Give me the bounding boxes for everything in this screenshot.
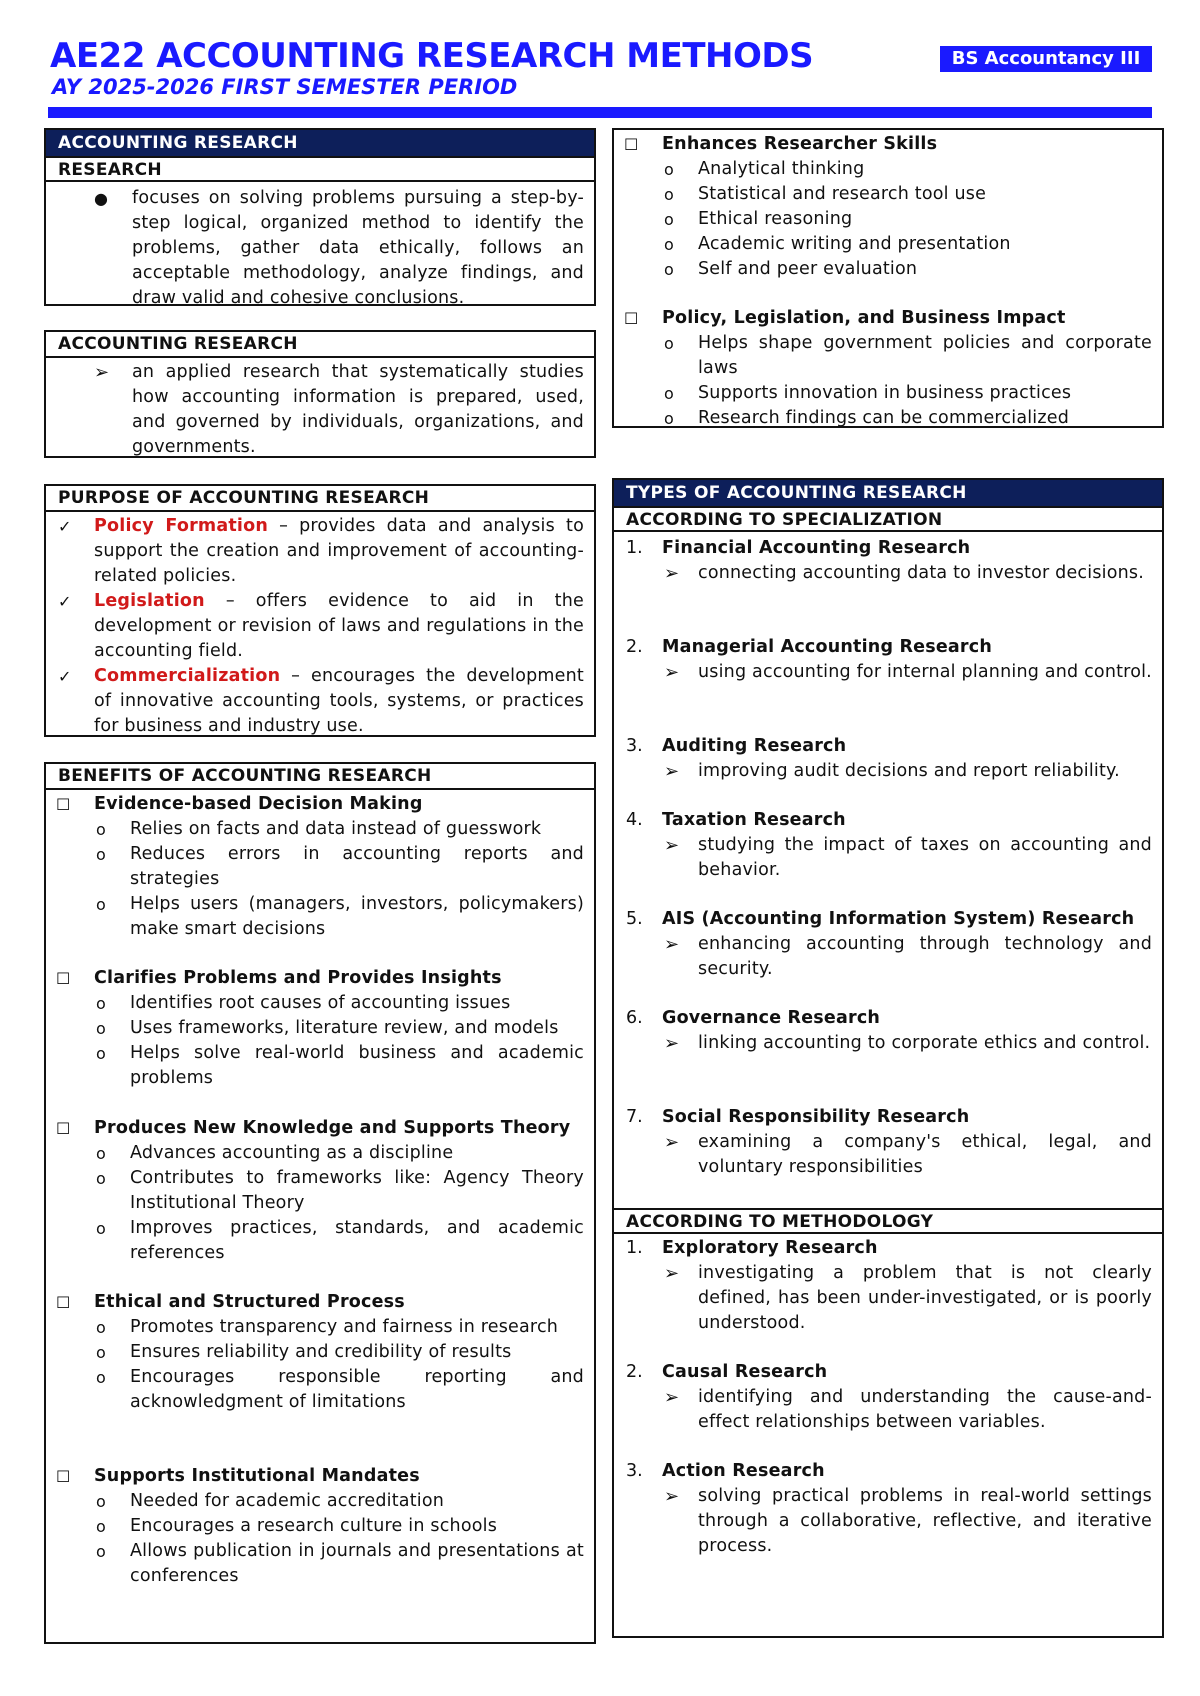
circle-bullet-icon: o [96, 1019, 106, 1038]
purpose-term: Legislation [94, 591, 205, 611]
purpose-text: – offers evidence to aid in the development or revision of laws and regulations in the accounting field. [94, 591, 584, 661]
list-item: o Helps solve real-world business and academic problems [96, 1043, 584, 1088]
circle-bullet-icon: o [96, 1044, 106, 1063]
specialization-item [614, 1006, 1162, 1056]
circle-bullet-icon: o [664, 235, 674, 254]
subsection-label: ACCOUNTING RESEARCH [46, 332, 594, 358]
circle-bullet-icon: o [96, 1517, 106, 1536]
section-header: ACCOUNTING RESEARCH [46, 130, 594, 156]
methodology-item [614, 1459, 1162, 1559]
circle-bullet-icon: o [96, 845, 106, 864]
benefit-title: Supports Institutional Mandates [94, 1466, 420, 1486]
list-item: o Identifies root causes of accounting issues [130, 991, 584, 1016]
circle-bullet-icon: o [96, 895, 106, 914]
purpose-item [58, 514, 584, 589]
box-bullet-icon: ☐ [624, 309, 639, 328]
item-number: 1. [626, 538, 643, 558]
item-title: Financial Accounting Research [662, 538, 971, 558]
methodology-item [614, 1360, 1162, 1435]
circle-bullet-icon: o [96, 1169, 106, 1188]
item-title: Causal Research [662, 1362, 828, 1382]
circle-bullet-icon: o [96, 1318, 106, 1337]
circle-bullet-icon: o [96, 1492, 106, 1511]
subsection-label: ACCORDING TO SPECIALIZATION [614, 506, 1162, 532]
circle-bullet-icon: o [96, 1219, 106, 1238]
item-number: 2. [626, 637, 643, 657]
purpose-text: – encourages the development of innovative accounting tools, systems, or practices for business and industry use. [94, 666, 584, 736]
purpose-box [44, 484, 596, 737]
list-item: o Encourages responsible reporting and acknowledgment of limitations [96, 1367, 584, 1412]
item-number: 3. [626, 736, 643, 756]
item-title: Governance Research [662, 1008, 881, 1028]
specialization-item [614, 1105, 1162, 1180]
list-item: ➢ investigating a problem that is not clearly defined, has been under-investigated, or is poorly understood. [664, 1263, 1152, 1333]
list-item: o Relies on facts and data instead of guesswork [130, 817, 584, 842]
purpose-item [58, 589, 584, 664]
list-item: o Advances accounting as a discipline [130, 1141, 584, 1166]
circle-bullet-icon: o [664, 185, 674, 204]
list-item: o Encourages a research culture in schools [130, 1514, 584, 1539]
research-definition: focuses on solving problems pursuing a step-by-step logical, organized method to identify the problems, gather data ethically, follows an acceptable methodology, analyze findings, and draw valid and cohesive conclusions. [132, 188, 584, 308]
list-item: o Reduces errors in accounting reports and strategies [96, 844, 584, 889]
circle-bullet-icon: o [96, 1343, 106, 1362]
list-item [94, 186, 584, 311]
box-bullet-icon: ☐ [56, 969, 71, 988]
list-item: o Ensures reliability and credibility of results [130, 1340, 584, 1365]
subsection-label: ACCORDING TO METHODOLOGY [614, 1208, 1162, 1234]
list-item [94, 360, 584, 460]
item-number: 7. [626, 1107, 643, 1127]
list-item: o Supports innovation in business practices [698, 381, 1152, 406]
benefit-title: Produces New Knowledge and Supports Theory [94, 1118, 571, 1138]
item-title: Auditing Research [662, 736, 847, 756]
list-item: o Helps users (managers, investors, policymakers) make smart decisions [96, 894, 584, 939]
subsection-label: BENEFITS OF ACCOUNTING RESEARCH [46, 764, 594, 790]
circle-bullet-icon: o [664, 260, 674, 279]
item-title: Taxation Research [662, 810, 846, 830]
benefit-title: Enhances Researcher Skills [662, 134, 938, 154]
subsection-label: RESEARCH [46, 156, 594, 182]
item-number: 5. [626, 909, 643, 929]
list-item: o Promotes transparency and fairness in research [130, 1315, 584, 1340]
item-title: Action Research [662, 1461, 825, 1481]
box-bullet-icon: ☐ [56, 1293, 71, 1312]
arrow-bullet-icon: ➢ [664, 662, 680, 683]
arrow-bullet-icon: ➢ [664, 1387, 680, 1408]
list-item: o Statistical and research tool use [698, 182, 1152, 207]
methodology-section [614, 1208, 1162, 1234]
benefits-continued-box [612, 128, 1164, 428]
item-number: 3. [626, 1461, 643, 1481]
circle-bullet-icon: o [664, 334, 674, 353]
arrow-bullet-icon: ➢ [664, 835, 680, 856]
accounting-research-box [44, 128, 596, 306]
list-item: ➢ identifying and understanding the cause-and-effect relationships between variables. [664, 1387, 1152, 1432]
purpose-text: – provides data and analysis to support the creation and improvement of accounting-related policies. [94, 516, 584, 586]
circle-bullet-icon: o [96, 1144, 106, 1163]
list-item: ➢ using accounting for internal planning and control. [664, 662, 1152, 683]
list-item: o Improves practices, standards, and academic references [96, 1218, 584, 1263]
item-title: Exploratory Research [662, 1238, 878, 1258]
check-icon: ✓ [58, 667, 72, 686]
item-number: 6. [626, 1008, 643, 1028]
page-title: AE22 ACCOUNTING RESEARCH METHODS [50, 36, 814, 76]
item-title: Social Responsibility Research [662, 1107, 970, 1127]
specialization-item [614, 907, 1162, 982]
box-bullet-icon: ☐ [56, 1119, 71, 1138]
disc-bullet-icon: ● [94, 189, 108, 208]
item-title: AIS (Accounting Information System) Research [662, 909, 1135, 929]
section-header: TYPES OF ACCOUNTING RESEARCH [614, 480, 1162, 506]
benefit-group [614, 306, 1162, 431]
item-title: Managerial Accounting Research [662, 637, 992, 657]
list-item: ➢ linking accounting to corporate ethics and control. [664, 1033, 1151, 1054]
check-icon: ✓ [58, 592, 72, 611]
list-item: o Contributes to frameworks like: Agency Theory Institutional Theory [96, 1168, 584, 1213]
benefit-title: Evidence-based Decision Making [94, 794, 423, 814]
accounting-research-def-box [44, 330, 596, 458]
arrow-bullet-icon: ➢ [664, 563, 680, 584]
arrow-bullet-icon: ➢ [94, 362, 110, 383]
item-number: 2. [626, 1362, 643, 1382]
list-item: ➢ studying the impact of taxes on accounting and behavior. [664, 835, 1152, 880]
accounting-research-definition: an applied research that systematically studies how accounting information is prepared, used, and governed by individuals, organizations, and governments. [132, 362, 584, 457]
benefit-title: Clarifies Problems and Provides Insights [94, 968, 502, 988]
benefit-group [46, 1464, 594, 1589]
list-item: o Uses frameworks, literature review, and models [130, 1016, 584, 1041]
types-box [612, 478, 1164, 1638]
list-item: o Allows publication in journals and presentations at conferences [96, 1541, 584, 1586]
item-number: 1. [626, 1238, 643, 1258]
box-bullet-icon: ☐ [56, 1467, 71, 1486]
box-bullet-icon: ☐ [624, 135, 639, 154]
circle-bullet-icon: o [96, 1542, 106, 1561]
specialization-item [614, 635, 1162, 685]
list-item: o Analytical thinking [698, 157, 1152, 182]
list-item: ➢ examining a company's ethical, legal, and voluntary responsibilities [664, 1132, 1152, 1177]
subsection-label: PURPOSE OF ACCOUNTING RESEARCH [46, 486, 594, 512]
circle-bullet-icon: o [664, 160, 674, 179]
list-item: o Helps shape government policies and corporate laws [664, 333, 1152, 378]
benefit-group [46, 792, 594, 942]
benefit-group [46, 966, 594, 1091]
arrow-bullet-icon: ➢ [664, 1033, 680, 1054]
benefits-box [44, 762, 596, 1644]
list-item: ➢ enhancing accounting through technology and security. [664, 934, 1152, 979]
list-item: o Self and peer evaluation [698, 257, 1152, 282]
circle-bullet-icon: o [664, 210, 674, 229]
page-subtitle: AY 2025-2026 FIRST SEMESTER PERIOD [52, 75, 518, 99]
list-item: ➢ improving audit decisions and report reliability. [664, 761, 1120, 782]
arrow-bullet-icon: ➢ [664, 934, 680, 955]
box-bullet-icon: ☐ [56, 795, 71, 814]
header-rule [48, 107, 1152, 118]
benefit-group [46, 1116, 594, 1266]
specialization-item [614, 808, 1162, 883]
arrow-bullet-icon: ➢ [664, 1263, 680, 1284]
purpose-item [58, 664, 584, 739]
circle-bullet-icon: o [96, 820, 106, 839]
methodology-item [614, 1236, 1162, 1336]
item-number: 4. [626, 810, 643, 830]
arrow-bullet-icon: ➢ [664, 1132, 680, 1153]
list-item: ➢ connecting accounting data to investor decisions. [664, 563, 1144, 584]
list-item: o Needed for academic accreditation [130, 1489, 584, 1514]
circle-bullet-icon: o [664, 384, 674, 403]
specialization-item [614, 536, 1162, 586]
list-item: ➢ solving practical problems in real-world settings through a collaborative, reflective, and iterative process. [664, 1486, 1152, 1556]
specialization-item [614, 734, 1162, 784]
circle-bullet-icon: o [664, 409, 674, 428]
circle-bullet-icon: o [96, 994, 106, 1013]
check-icon: ✓ [58, 517, 72, 536]
list-item: o Research findings can be commercialized [698, 406, 1152, 431]
purpose-term: Commercialization [94, 666, 281, 686]
benefit-title: Ethical and Structured Process [94, 1292, 405, 1312]
benefit-title: Policy, Legislation, and Business Impact [662, 308, 1066, 328]
list-item: o Academic writing and presentation [698, 232, 1152, 257]
circle-bullet-icon: o [96, 1368, 106, 1387]
arrow-bullet-icon: ➢ [664, 761, 680, 782]
list-item: o Ethical reasoning [698, 207, 1152, 232]
benefit-group [614, 132, 1162, 282]
arrow-bullet-icon: ➢ [664, 1486, 680, 1507]
benefit-group [46, 1290, 594, 1415]
program-badge: BS Accountancy III [940, 46, 1152, 72]
purpose-term: Policy Formation [94, 516, 269, 536]
